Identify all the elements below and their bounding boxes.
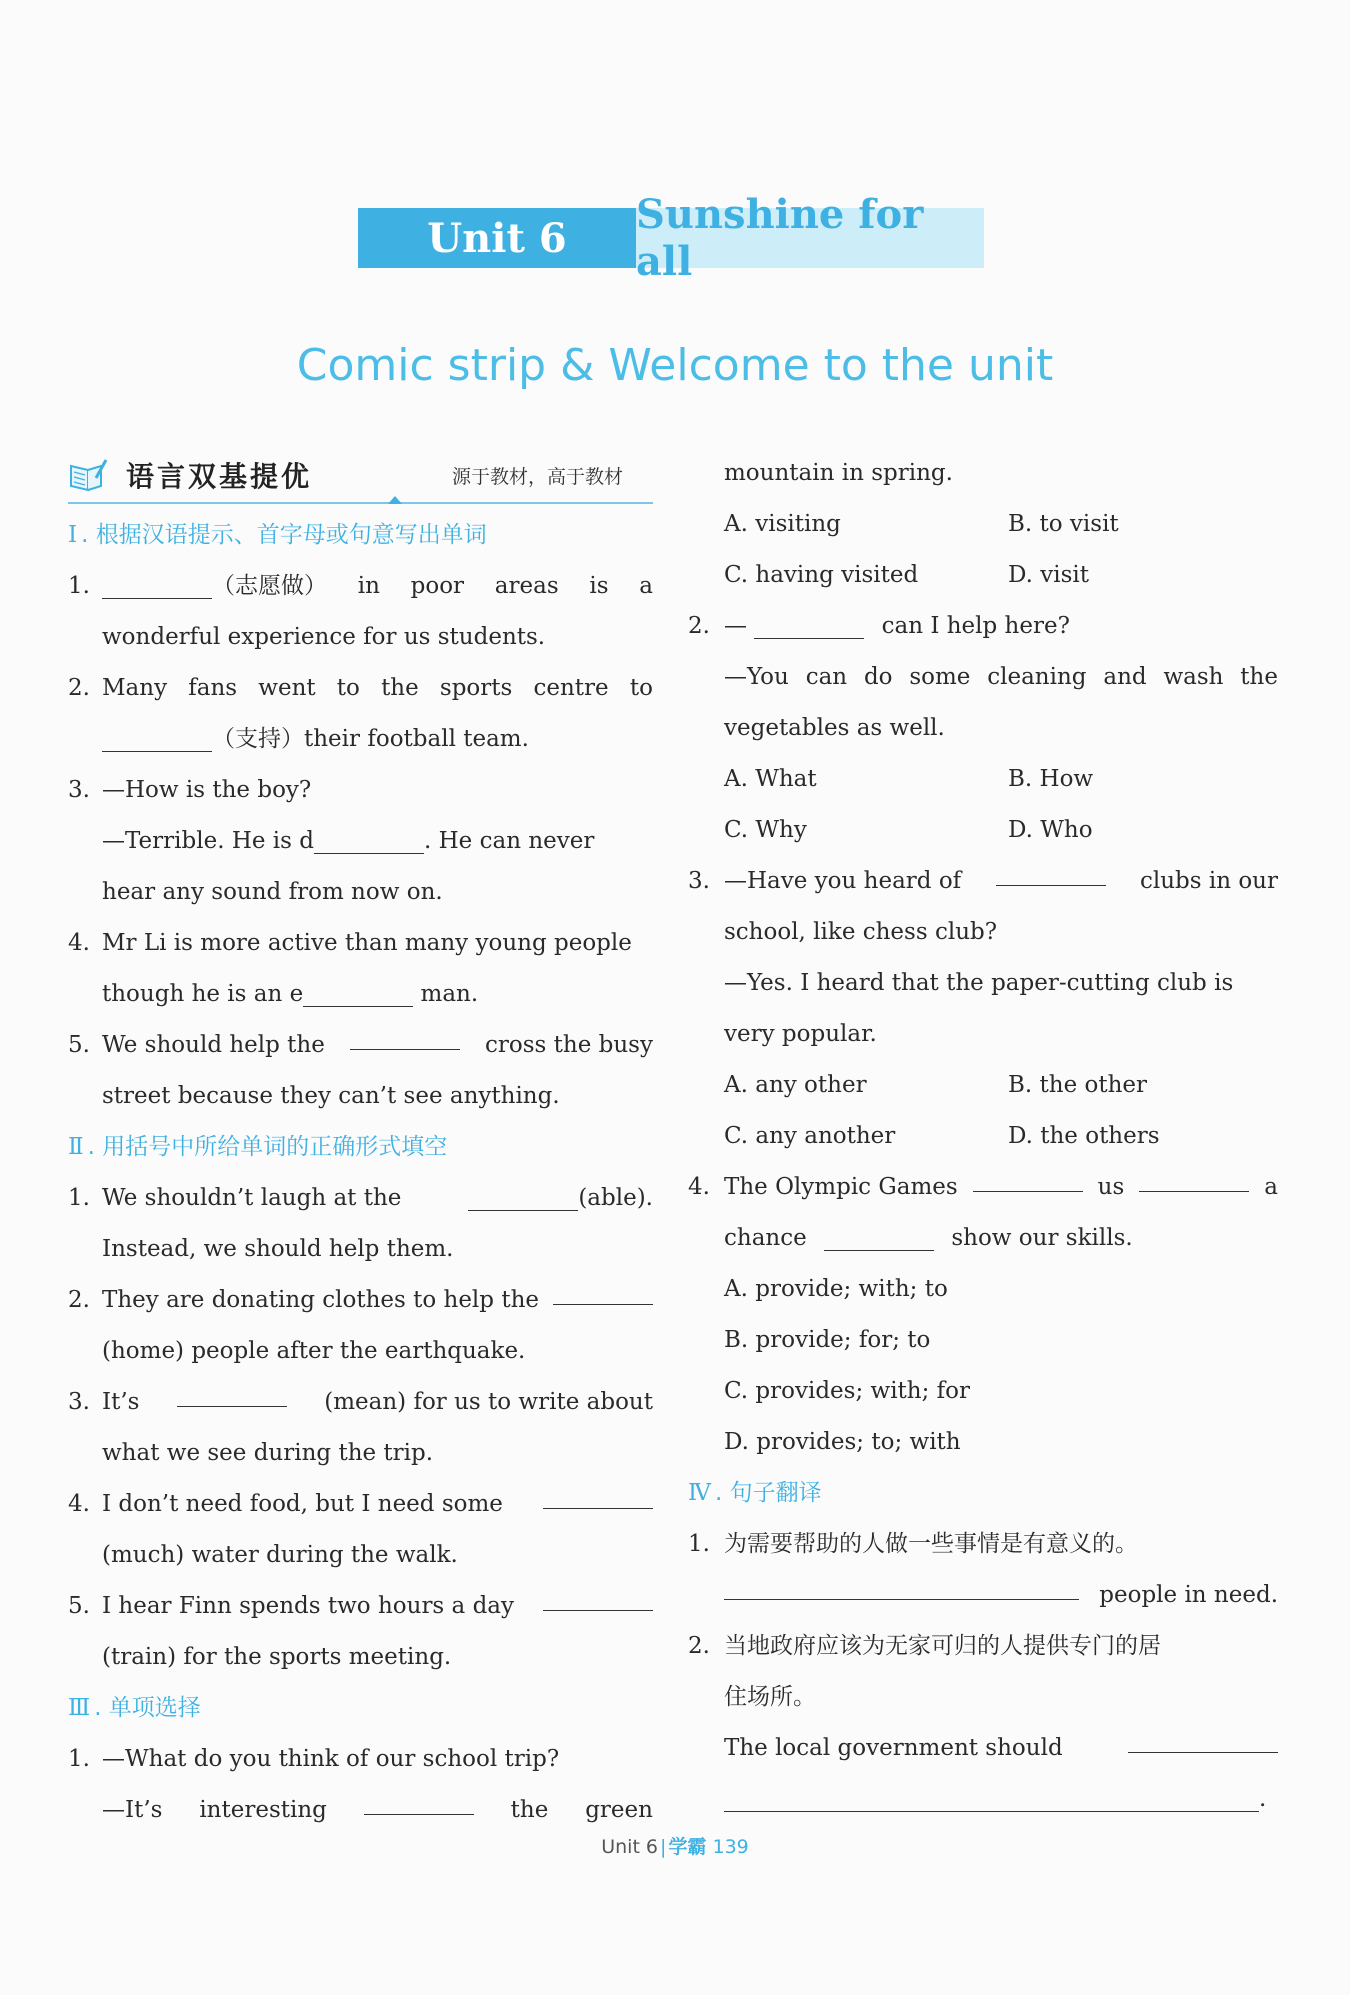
p2-q2-line2: (home) people after the earthquake.: [102, 1338, 526, 1364]
p1-q4-line1: 4. Mr Li is more active than many young people: [68, 930, 632, 956]
p3-q1-line2: —It’s interesting the green: [68, 1785, 653, 1836]
p3-q1-line1: 1. —What do you think of our school trip?: [68, 1746, 560, 1772]
p3-q2-options-cd: [688, 805, 1278, 856]
answer-blank[interactable]: [177, 1377, 287, 1407]
p3-q2-options-ab: [688, 754, 1278, 805]
option-a[interactable]: A. visiting: [724, 511, 841, 537]
option-c[interactable]: C. Why: [724, 817, 807, 843]
p4-q1-chinese: 1. 为需要帮助的人做一些事情是有意义的。: [688, 1531, 1138, 1557]
p2-q4-line2: (much) water during the walk.: [102, 1542, 458, 1568]
option-b[interactable]: B. the other: [1008, 1072, 1148, 1098]
answer-blank[interactable]: [543, 1581, 653, 1611]
p3-q3-line4: very popular.: [724, 1021, 877, 1047]
p4-q2-chinese-line1: 2. 当地政府应该为无家可归的人提供专门的居: [688, 1633, 1161, 1659]
option-d[interactable]: D. the others: [1008, 1123, 1160, 1149]
option-a[interactable]: A. What: [724, 766, 817, 792]
option-c[interactable]: C. having visited: [724, 562, 919, 588]
notebook-pen-icon: [68, 458, 108, 492]
p3-q1-options-ab: [688, 499, 1278, 550]
lesson-title: Comic strip & Welcome to the unit: [296, 340, 1054, 391]
right-column: [688, 448, 1278, 1825]
answer-blank[interactable]: [102, 569, 212, 599]
p1-q4-line2: though he is an e man.: [68, 969, 653, 1020]
p1-q5-line1: 5. We should help the cross the busy: [68, 1020, 653, 1071]
option-b[interactable]: B. to visit: [1008, 511, 1119, 537]
answer-blank[interactable]: [724, 1782, 1259, 1812]
p3-q4-option-c[interactable]: C. provides; with; for: [724, 1378, 971, 1404]
unit-banner: [358, 191, 984, 285]
p3-q1-options-cd: [688, 550, 1278, 601]
answer-blank[interactable]: [973, 1162, 1083, 1192]
p3-q4-option-a[interactable]: A. provide; with; to: [724, 1276, 948, 1302]
p2-q1-line2: Instead, we should help them.: [102, 1236, 454, 1262]
answer-blank[interactable]: [543, 1479, 653, 1509]
triangle-marker-icon: [388, 496, 402, 504]
option-c[interactable]: C. any another: [724, 1123, 896, 1149]
p3-q2-line2: —You can do some cleaning and wash the: [724, 664, 1278, 690]
p3-q1-line3: mountain in spring.: [724, 460, 953, 486]
p3-q4-line1: 4. The Olympic Games us a: [688, 1162, 1278, 1213]
section-title: 语言双基提优: [126, 460, 313, 493]
p1-q3-line2: —Terrible. He is d . He can never: [68, 816, 653, 867]
p3-q2-line1: 2. — can I help here?: [688, 601, 1278, 652]
answer-blank[interactable]: [468, 1181, 578, 1211]
p4-q2-chinese-line2: 住场所。: [724, 1684, 816, 1710]
option-a[interactable]: A. any other: [724, 1072, 867, 1098]
p2-q3-line2: what we see during the trip.: [102, 1440, 434, 1466]
p1-q1-line2: wonderful experience for us students.: [102, 624, 546, 650]
answer-blank[interactable]: [553, 1275, 653, 1305]
p4-q2-english-line2: .: [688, 1774, 1278, 1825]
part-2-heading: Ⅱ . 用括号中所给单词的正确形式填空: [68, 1134, 448, 1160]
answer-blank[interactable]: [314, 824, 424, 854]
p3-q3-options-cd: [688, 1111, 1278, 1162]
answer-blank[interactable]: [724, 1570, 1079, 1600]
p2-q3-line1: 3. It’s (mean) for us to write about: [68, 1377, 653, 1428]
p3-q4-line2: chance show our skills.: [688, 1213, 1278, 1264]
p1-q2-line2: （支持）their football team.: [68, 714, 653, 765]
page-number: 139: [712, 1836, 749, 1858]
p1-q2-line1: 2. Many fans went to the sports centre to: [68, 675, 653, 701]
part-1-heading: Ⅰ . 根据汉语提示、首字母或句意写出单词: [68, 522, 487, 548]
part-4-heading: Ⅳ . 句子翻译: [688, 1480, 822, 1506]
part-3-heading: Ⅲ . 单项选择: [68, 1695, 201, 1721]
p1-q3-line3: hear any sound from now on.: [102, 879, 443, 905]
answer-blank[interactable]: [364, 1785, 474, 1815]
p2-q5-line2: (train) for the sports meeting.: [102, 1644, 452, 1670]
page-footer: Unit 6 | 学霸 139: [601, 1836, 749, 1858]
answer-blank[interactable]: [350, 1020, 460, 1050]
footer-brand: 学霸: [668, 1836, 707, 1858]
section-header: [68, 448, 653, 504]
answer-blank[interactable]: [1128, 1723, 1278, 1753]
option-b[interactable]: B. How: [1008, 766, 1094, 792]
p3-q3-line1: 3. —Have you heard of clubs in our: [688, 856, 1278, 907]
p2-q4-line1: 4. I don’t need food, but I need some: [68, 1479, 653, 1530]
p3-q4-option-d[interactable]: D. provides; to; with: [724, 1429, 961, 1455]
p3-q4-option-b[interactable]: B. provide; for; to: [724, 1327, 931, 1353]
left-column: [68, 448, 653, 1836]
p2-q1-line1: 1. We shouldn’t laugh at the (able).: [68, 1173, 653, 1224]
p1-q5-line2: street because they can’t see anything.: [102, 1083, 560, 1109]
p1-q1-line1: 1. （志愿做） in poor areas is a: [68, 561, 653, 612]
answer-blank[interactable]: [996, 856, 1106, 886]
answer-blank[interactable]: [754, 609, 864, 639]
answer-blank[interactable]: [303, 977, 413, 1007]
p1-q3-line1: 3. —How is the boy?: [68, 777, 312, 803]
p2-q5-line1: 5. I hear Finn spends two hours a day: [68, 1581, 653, 1632]
p2-q2-line1: 2. They are donating clothes to help the: [68, 1275, 653, 1326]
answer-blank[interactable]: [824, 1221, 934, 1251]
option-d[interactable]: D. visit: [1008, 562, 1089, 588]
unit-label: Unit 6: [358, 208, 636, 268]
answer-blank[interactable]: [102, 722, 212, 752]
p4-q2-english-line1: The local government should: [688, 1723, 1278, 1774]
p3-q3-line2: school, like chess club?: [724, 919, 998, 945]
p4-q1-english: people in need.: [688, 1570, 1278, 1621]
footer-unit: Unit 6: [601, 1836, 659, 1858]
p3-q3-options-ab: [688, 1060, 1278, 1111]
p3-q3-line3: —Yes. I heard that the paper-cutting club is: [724, 970, 1234, 996]
option-d[interactable]: D. Who: [1008, 817, 1093, 843]
unit-subtitle: Sunshine for all: [636, 208, 984, 268]
answer-blank[interactable]: [1139, 1162, 1249, 1192]
p3-q2-line3: vegetables as well.: [724, 715, 945, 741]
section-note: 源于教材，高于教材: [451, 465, 623, 488]
